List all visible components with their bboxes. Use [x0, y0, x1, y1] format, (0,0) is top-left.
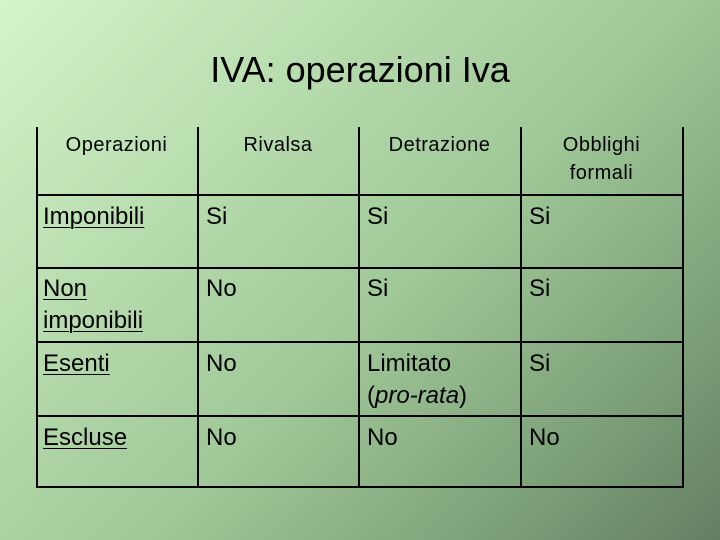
cell-detrazione: Si — [367, 275, 389, 302]
cell-detrazione-line1: Limitato — [367, 350, 452, 377]
cell-operazione-non-imponibili — [43, 273, 143, 337]
cell-rivalsa: No — [206, 424, 237, 451]
paren-close: ) — [459, 382, 468, 409]
table-border-left — [36, 127, 38, 486]
column-divider — [358, 127, 360, 486]
column-divider — [197, 127, 199, 486]
cell-detrazione: Si — [367, 203, 389, 230]
pro-rata-text: pro-rata — [375, 382, 460, 409]
slide-title: IVA: operazioni Iva — [210, 49, 510, 90]
cell-detrazione-line2 — [367, 380, 467, 412]
header-obblighi-line2: formali — [569, 162, 634, 184]
paren-open: ( — [367, 382, 375, 409]
row-divider — [36, 341, 682, 343]
row-divider — [36, 415, 682, 417]
cell-operazione-line1: Non — [43, 275, 88, 302]
cell-detrazione-limitato — [367, 348, 467, 412]
cell-detrazione: No — [367, 424, 398, 451]
cell-operazione-esenti: Esenti — [43, 350, 110, 377]
header-obblighi-formali — [521, 131, 682, 187]
header-detrazione: Detrazione — [388, 134, 491, 156]
cell-operazione-escluse: Escluse — [43, 424, 128, 451]
cell-obblighi: Si — [529, 275, 551, 302]
cell-rivalsa: Si — [206, 203, 228, 230]
operations-table — [36, 127, 684, 488]
cell-obblighi: No — [529, 424, 560, 451]
cell-obblighi: Si — [529, 350, 551, 377]
cell-rivalsa: No — [206, 350, 237, 377]
cell-rivalsa: No — [206, 275, 237, 302]
header-rivalsa: Rivalsa — [243, 134, 313, 156]
row-divider — [36, 267, 682, 269]
cell-operazione-imponibili: Imponibili — [43, 203, 145, 230]
header-obblighi-line1: Obblighi — [562, 134, 641, 156]
header-operazioni: Operazioni — [65, 134, 168, 156]
header-divider — [36, 194, 682, 196]
cell-obblighi: Si — [529, 203, 551, 230]
cell-operazione-line2: imponibili — [43, 307, 144, 334]
